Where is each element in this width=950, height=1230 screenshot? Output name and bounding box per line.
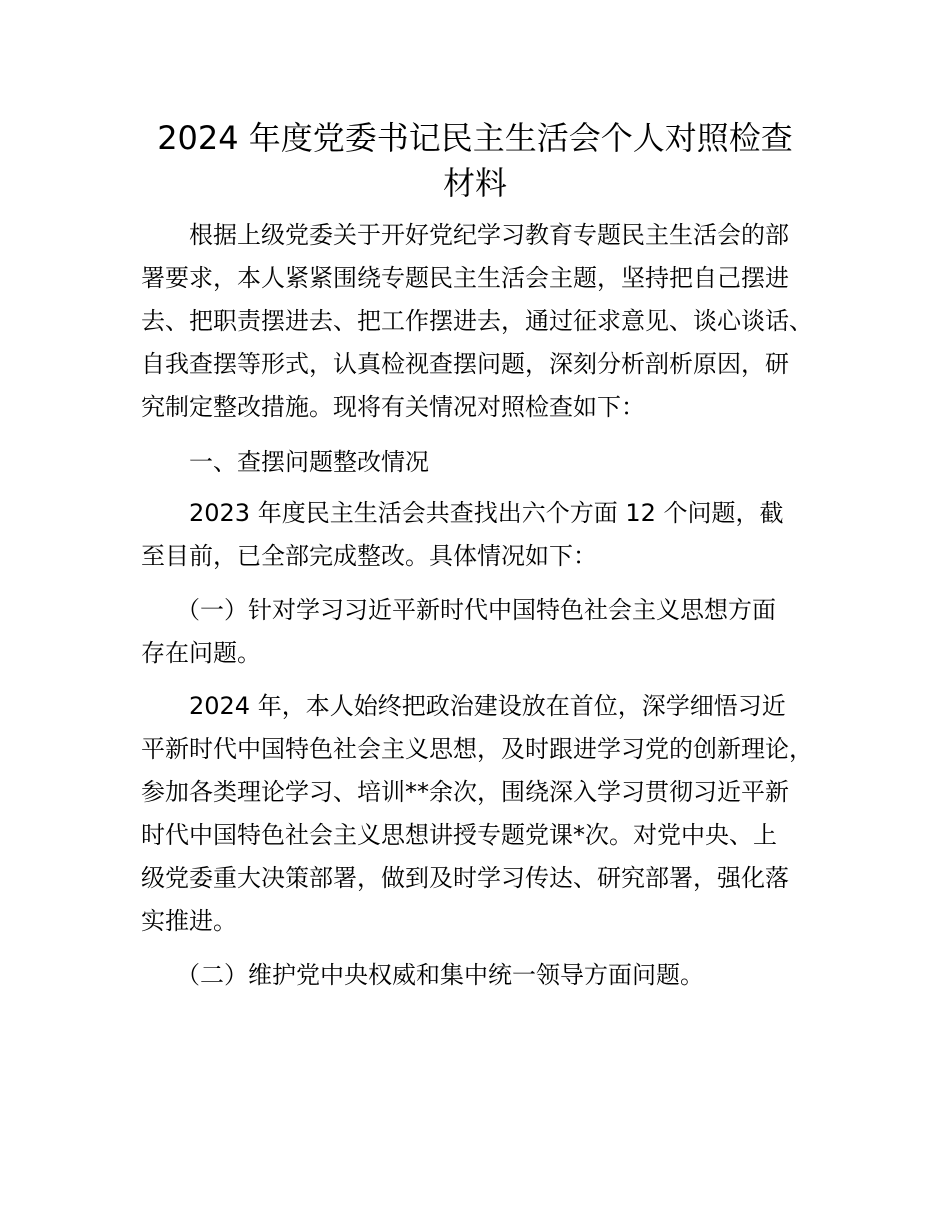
subsection-1-line-1: （一）针对学习习近平新时代中国特色社会主义思想方面 (176, 596, 776, 624)
subsection-2-heading: （二）维护党中央权威和集中统一领导方面问题。 (176, 961, 704, 989)
paragraph-3-line-2: 平新时代中国特色社会主义思想，及时跟进学习党的创新理论， (141, 735, 813, 763)
subsection-1-line-2: 存在问题。 (141, 639, 261, 667)
paragraph-1-line-3: 去、把职责摆进去、把工作摆进去，通过征求意见、谈心谈话、 (141, 307, 813, 335)
paragraph-2-line-1: 2023 年度民主生活会共查找出六个方面 12 个问题，截 (189, 499, 784, 527)
document-title-line-1: 2024 年度党委书记民主生活会个人对照检查 (157, 119, 793, 157)
section-1-heading: 一、查摆问题整改情况 (189, 448, 429, 476)
paragraph-3-line-4: 时代中国特色社会主义思想讲授专题党课*次。对党中央、上 (141, 821, 777, 849)
paragraph-1-line-2: 署要求，本人紧紧围绕专题民主生活会主题，坚持把自己摆进 (141, 264, 789, 292)
paragraph-3-line-5: 级党委重大决策部署，做到及时学习传达、研究部署，强化落 (141, 864, 789, 892)
paragraph-2-line-2: 至目前，已全部完成整改。具体情况如下： (141, 542, 597, 570)
paragraph-3-line-1: 2024 年，本人始终把政治建设放在首位，深学细悟习近 (189, 692, 786, 720)
document-title-line-2: 材料 (442, 164, 507, 202)
paragraph-1-line-1: 根据上级党委关于开好党纪学习教育专题民主生活会的部 (189, 221, 789, 249)
paragraph-3-line-6: 实推进。 (141, 907, 237, 935)
paragraph-3-line-3: 参加各类理论学习、培训**余次，围绕深入学习贯彻习近平新 (141, 778, 789, 806)
paragraph-1-line-4: 自我查摆等形式，认真检视查摆问题，深刻分析剖析原因，研 (141, 350, 789, 378)
paragraph-1-line-5: 究制定整改措施。现将有关情况对照检查如下： (141, 393, 645, 421)
